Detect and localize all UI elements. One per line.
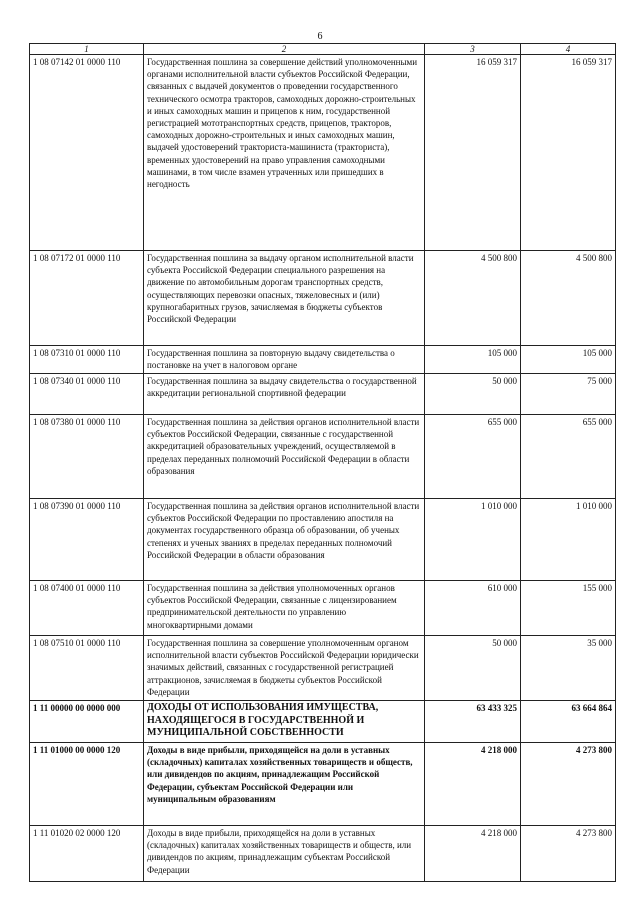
row-code: 1 08 07390 01 0000 110 xyxy=(30,499,144,581)
row-code: 1 08 07510 01 0000 110 xyxy=(30,636,144,701)
row-value-col3: 16 059 317 xyxy=(425,55,521,251)
row-description: Государственная пошлина за совершение уполномоченным органом исполнительной власти субъектов Российской Федерации юридически значимых действий, связанных с государственной регистрацией аттракционов, зачисляемая в бюджеты субъектов Российской Федерации xyxy=(144,636,425,701)
row-code: 1 08 07310 01 0000 110 xyxy=(30,346,144,374)
column-header-4: 4 xyxy=(521,44,616,55)
row-description: Государственная пошлина за действия органов исполнительной власти субъектов Российской Федерации, связанные с государственной аккредитацией образовательных учреждений, осуществляемой в пределах переданных полномочий Российской Федерации в области образования xyxy=(144,415,425,499)
row-value-col4: 4 500 800 xyxy=(521,251,616,346)
table-row xyxy=(30,581,616,636)
row-value-col4: 1 010 000 xyxy=(521,499,616,581)
row-code: 1 08 07400 01 0000 110 xyxy=(30,581,144,636)
row-value-col4: 4 273 800 xyxy=(521,826,616,882)
row-value-col3: 4 218 000 xyxy=(425,826,521,882)
row-value-col4: 35 000 xyxy=(521,636,616,701)
row-code: 1 11 01020 02 0000 120 xyxy=(30,826,144,882)
row-value-col3: 4 218 000 xyxy=(425,743,521,826)
row-code: 1 11 01000 00 0000 120 xyxy=(30,743,144,826)
row-value-col3: 50 000 xyxy=(425,636,521,701)
column-header-1: 1 xyxy=(30,44,144,55)
row-value-col3: 610 000 xyxy=(425,581,521,636)
row-code: 1 08 07172 01 0000 110 xyxy=(30,251,144,346)
row-description: Доходы в виде прибыли, приходящейся на доли в уставных (складочных) капиталах хозяйственных товариществ и обществ, или дивидендов по акциям, принадлежащим Российской Федерации, субъектам Российской Федерации или муниципальным образованиям xyxy=(144,743,425,826)
row-description: ДОХОДЫ ОТ ИСПОЛЬЗОВАНИЯ ИМУЩЕСТВА, НАХОДЯЩЕГОСЯ В ГОСУДАРСТВЕННОЙ И МУНИЦИПАЛЬНОЙ СОБСТВЕННОСТИ xyxy=(144,701,425,743)
table-row xyxy=(30,636,616,701)
row-value-col3: 105 000 xyxy=(425,346,521,374)
row-value-col4: 16 059 317 xyxy=(521,55,616,251)
row-description: Государственная пошлина за совершение действий уполномоченными органами исполнительной власти субъектов Российской Федерации, связанных с выдачей документов о проведении государственного технического осмотра тракторов, самоходных дорожно-строительных и иных самоходных машин и прицепов к ним, государственной регистрацией мототранспортных средств, прицепов, тракторов, самоходных дорожно-строительных и иных самоходных машин, выдачей удостоверений тракториста-машиниста (тракториста), временных удостоверений на право управления самоходными машинами, в том числе взамен утраченных или пришедших в негодность xyxy=(144,55,425,251)
table-row-section-total xyxy=(30,701,616,743)
row-code: 1 11 00000 00 0000 000 xyxy=(30,701,144,743)
column-header-3: 3 xyxy=(425,44,521,55)
table-row xyxy=(30,346,616,374)
row-description: Государственная пошлина за выдачу органом исполнительной власти субъекта Российской Федерации специального разрешения на движение по автомобильным дорогам транспортных средств, осуществляющих перевозки опасных, тяжеловесных и (или) крупногабаритных грузов, зачисляемая в бюджеты субъектов Российской Федерации xyxy=(144,251,425,346)
row-value-col4: 155 000 xyxy=(521,581,616,636)
row-description: Государственная пошлина за повторную выдачу свидетельства о постановке на учет в налоговом органе xyxy=(144,346,425,374)
row-value-col3: 50 000 xyxy=(425,374,521,415)
table-row xyxy=(30,251,616,346)
page-number: 6 xyxy=(317,31,323,42)
table-row xyxy=(30,826,616,882)
column-header-2: 2 xyxy=(144,44,425,55)
row-value-col4: 105 000 xyxy=(521,346,616,374)
row-value-col3: 1 010 000 xyxy=(425,499,521,581)
row-description: Государственная пошлина за выдачу свидетельства о государственной аккредитации региональной спортивной федерации xyxy=(144,374,425,415)
row-value-col3: 63 433 325 xyxy=(425,701,521,743)
row-code: 1 08 07380 01 0000 110 xyxy=(30,415,144,499)
row-value-col3: 655 000 xyxy=(425,415,521,499)
table-row-subtotal xyxy=(30,743,616,826)
table-row xyxy=(30,55,616,251)
row-code: 1 08 07340 01 0000 110 xyxy=(30,374,144,415)
row-description: Доходы в виде прибыли, приходящейся на доли в уставных (складочных) капиталах хозяйственных товариществ и обществ, или дивидендов по акциям, принадлежащим субъектам Российской Федерации xyxy=(144,826,425,882)
table-header-row xyxy=(30,44,616,55)
revenue-table xyxy=(29,43,616,882)
row-description: Государственная пошлина за действия органов исполнительной власти субъектов Российской Федерации по проставлению апостиля на документах государственного образца об образовании, об ученых степенях и ученых званиях в пределах переданных полномочий Российской Федерации в области образования xyxy=(144,499,425,581)
table-row xyxy=(30,499,616,581)
row-description: Государственная пошлина за действия уполномоченных органов субъектов Российской Федерации, связанные с лицензированием предпринимательской деятельности по управлению многоквартирными домами xyxy=(144,581,425,636)
table-row xyxy=(30,374,616,415)
row-value-col4: 655 000 xyxy=(521,415,616,499)
row-value-col3: 4 500 800 xyxy=(425,251,521,346)
table-row xyxy=(30,415,616,499)
row-value-col4: 63 664 864 xyxy=(521,701,616,743)
row-value-col4: 4 273 800 xyxy=(521,743,616,826)
row-value-col4: 75 000 xyxy=(521,374,616,415)
row-code: 1 08 07142 01 0000 110 xyxy=(30,55,144,251)
